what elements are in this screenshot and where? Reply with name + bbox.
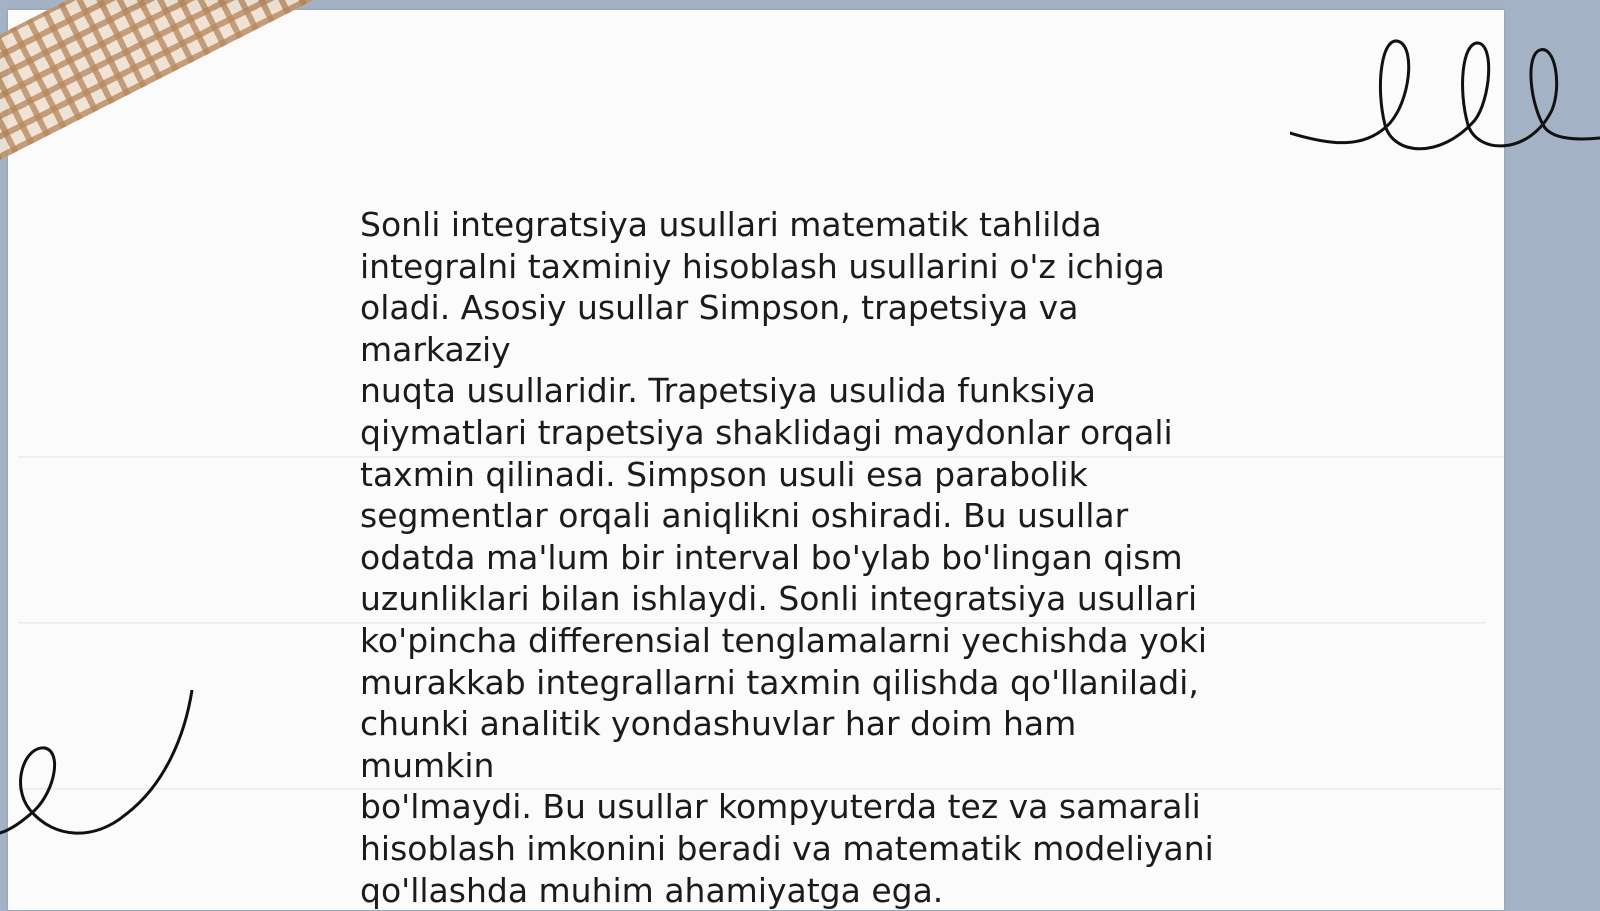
loop-scribble-top-right [1290,30,1600,165]
loop-scribble-bottom-left [0,690,200,850]
body-paragraph: Sonli integratsiya usullari matematik tahlilda integralni taxminiy hisoblash usullarini o'z ichiga oladi. Asosiy usullar Simpson, trapetsiya va markaziy nuqta usullaridir. Trapetsiya usulida funksiya qiymatlari trapetsiya shaklidagi maydonlar orqali taxmin qilinadi. Simpson usuli esa parabolik segmentlar orqali aniqlikni oshiradi. Bu usullar odatda ma'lum bir interval bo'ylab bo'lingan qism uzunliklari bilan ishlaydi. Sonli integratsiya usullari ko'pincha differensial tenglamalarni yechishda yoki murakkab integrallarni taxmin qilishda qo'llaniladi, chunki analitik yondashuvlar har doim ham mumkin bo'lmaydi. Bu usullar kompyuterda tez va samarali hisoblash imkonini beradi va matematik modeliyani qo'llashda muhim ahamiyatga ega. [360,205,1214,910]
